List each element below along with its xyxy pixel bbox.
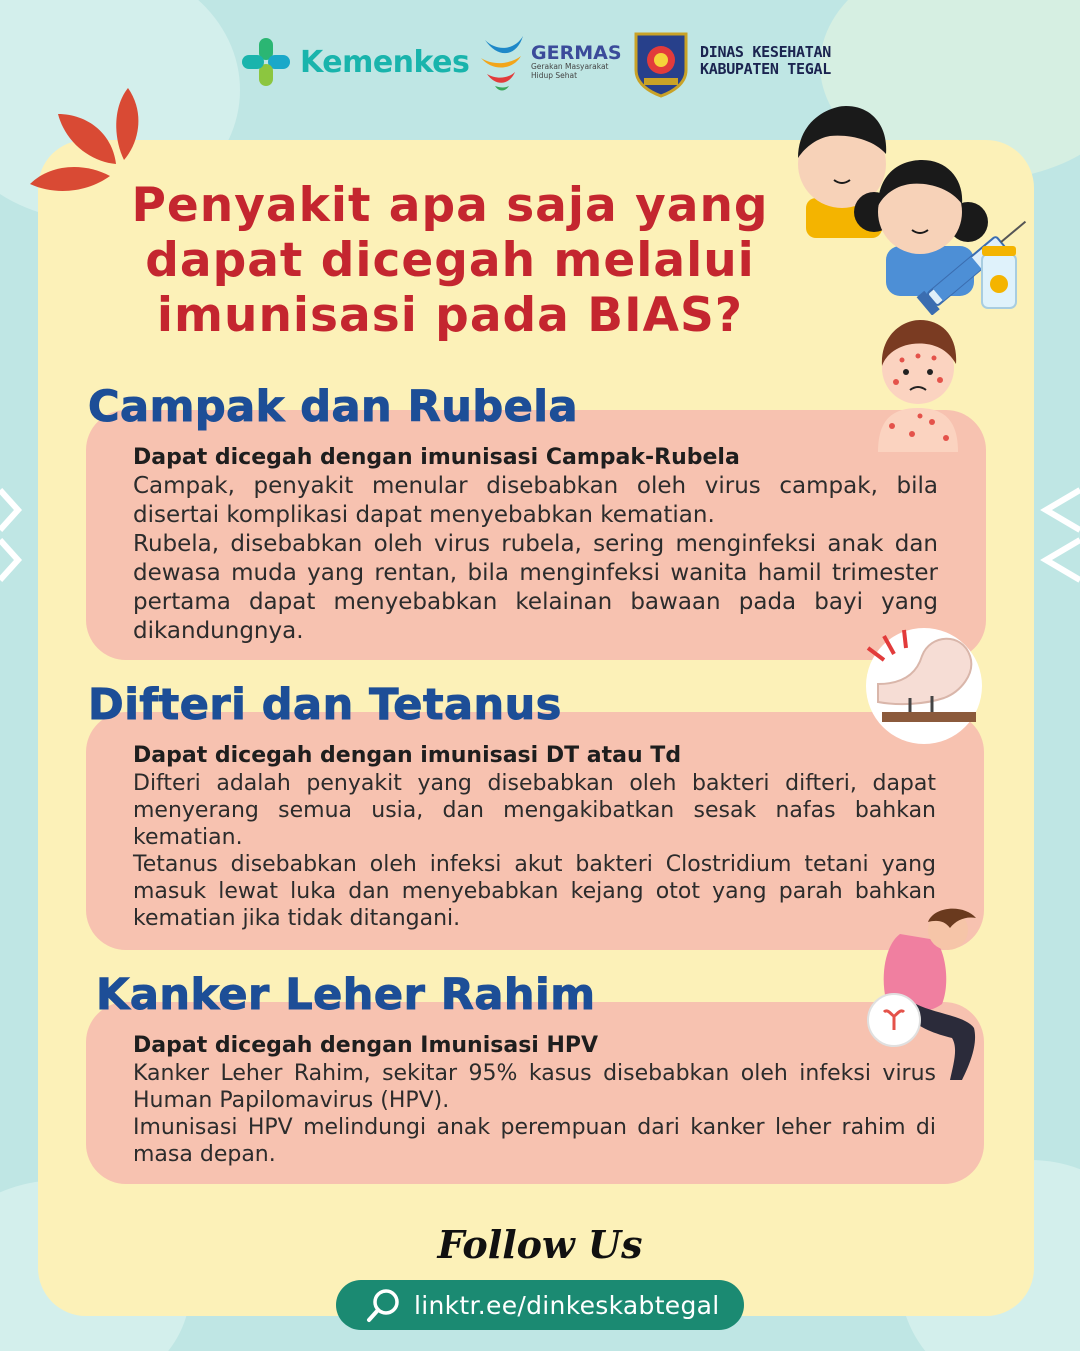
- title-line2: dapat dicegah melalui: [145, 233, 755, 288]
- section-heading-difteri: Difteri dan Tetanus: [88, 680, 562, 730]
- dinas-line1: DINAS KESEHATAN: [700, 43, 831, 61]
- woman-abdominal-pain-illustration: [866, 904, 984, 1084]
- children-vaccine-illustration: [790, 100, 1030, 315]
- foot-nail-wound-illustration: [860, 626, 988, 748]
- page-title: [100, 178, 800, 343]
- section-paragraph: Rubela, disebabkan oleh virus rubela, sering menginfeksi anak dan dewasa muda yang rentan, bila menginfeksi wanita hamil trimester pertama dapat menyebabkan kelainan bawaan pada bayi yang dikandungnya.: [133, 531, 938, 644]
- section-paragraph: Tetanus disebabkan oleh infeksi akut bakteri Clostridium tetani yang masuk lewat luka dan menyebabkan kejang otot yang parah bahkan kematian jika tidak ditangani.: [133, 852, 936, 931]
- section-subheading: Dapat dicegah dengan imunisasi Campak-Rubela: [133, 445, 740, 470]
- dinas-line2: KABUPATEN TEGAL: [700, 59, 831, 78]
- section-heading-kanker: Kanker Leher Rahim: [96, 970, 596, 1020]
- germas-logo: [477, 30, 622, 94]
- zigzag-decoration-right: [1036, 480, 1080, 590]
- kemenkes-logo: [240, 36, 469, 88]
- kemenkes-logo-icon: [240, 36, 292, 88]
- measles-child-illustration: [872, 316, 964, 452]
- germas-sub-line2: Hidup Sehat: [531, 70, 578, 80]
- section-heading-campak: Campak dan Rubela: [88, 382, 579, 432]
- section-paragraph: Campak, penyakit menular disebabkan oleh virus campak, bila disertai komplikasi dapat menyebabkan kematian.: [133, 473, 938, 528]
- tegal-crest: [632, 30, 690, 98]
- section-paragraph: Difteri adalah penyakit yang disebabkan oleh bakteri difteri, dapat menyerang semua usia, dan mengakibatkan sesak nafas bahkan kematian.: [133, 771, 936, 850]
- section-panel-campak: [86, 410, 986, 660]
- title-line1: Penyakit apa saja yang: [131, 178, 769, 233]
- link-text: linktr.ee/dinkeskabtegal: [414, 1290, 720, 1320]
- section-paragraph: Kanker Leher Rahim, sekitar 95% kasus disebabkan oleh infeksi virus Human Papilomavirus (HPV).: [133, 1061, 936, 1113]
- zigzag-decoration-left: [0, 480, 40, 590]
- germas-logo-icon: [477, 30, 527, 94]
- linktree-link[interactable]: [336, 1280, 744, 1330]
- section-panel-kanker: [86, 1002, 984, 1184]
- section-paragraph: Imunisasi HPV melindungi anak perempuan dari kanker leher rahim di masa depan.: [133, 1115, 936, 1167]
- follow-us-label: Follow Us: [437, 1222, 643, 1267]
- dinas-label: [700, 44, 831, 77]
- germas-label: GERMAS: [531, 41, 622, 64]
- petal-decoration: [28, 84, 148, 204]
- header-logos: [0, 28, 1080, 100]
- title-line3: imunisasi pada BIAS?: [156, 288, 744, 343]
- section-subheading: Dapat dicegah dengan imunisasi DT atau Td: [133, 743, 682, 768]
- germas-sub-line1: Gerakan Masyarakat: [531, 61, 609, 71]
- section-panel-difteri: [86, 712, 984, 950]
- kemenkes-label: Kemenkes: [300, 44, 470, 80]
- section-subheading: Dapat dicegah dengan Imunisasi HPV: [133, 1033, 599, 1058]
- search-icon: [366, 1287, 402, 1323]
- tegal-crest-icon: [632, 30, 690, 98]
